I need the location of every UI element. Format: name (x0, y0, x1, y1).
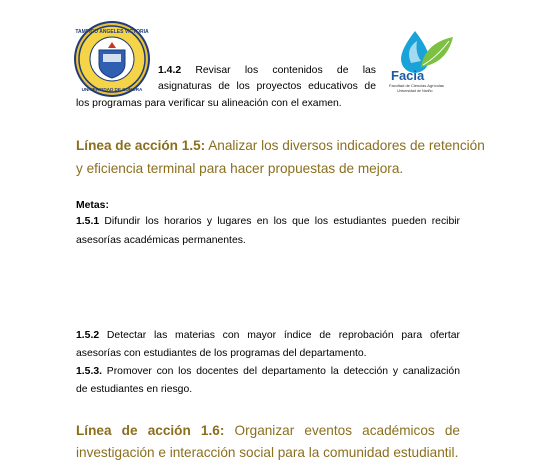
linea-15-label: Línea de acción 1.5: (76, 138, 206, 153)
item-153-number: 1.5.3. (76, 366, 102, 377)
item-152-text: Detectar las materias con mayor índice de reprobación para ofertar (106, 330, 460, 341)
linea-15-line1 (76, 134, 485, 157)
item-142-line3: los programas para verificar su alineación con el examen. (76, 98, 342, 109)
item-151-number: 1.5.1 (76, 216, 100, 227)
facia-logo (385, 23, 457, 97)
item-142-line1-text: Revisar los contenidos de las (195, 65, 377, 76)
linea-15-text: Analizar los diversos indicadores de retención (208, 138, 485, 153)
item-152-line2: asesorías con estudiantes de los programas del departamento. (76, 348, 367, 359)
item-151-line2: asesorías académicas permanentes. (76, 235, 246, 246)
metas-label: Metas: (76, 200, 109, 211)
seal-bottom-text: UNIVERSIDAD DE SONORA (81, 87, 143, 92)
linea-15-line2: y eficiencia terminal para hacer propuestas de mejora. (76, 161, 404, 176)
facia-subtitle-1: Facultad de Ciencias Agrícolas (389, 83, 444, 88)
item-153-text: Promover con los docentes del departamento la detección y canalización (106, 366, 460, 377)
item-153-line1 (76, 364, 460, 379)
item-152-line1 (76, 328, 460, 343)
item-152-number: 1.5.2 (76, 330, 100, 341)
item-142-line1 (158, 63, 376, 78)
university-seal-logo (73, 20, 151, 98)
linea-16-line1 (76, 419, 460, 442)
item-151-text: Difundir los horarios y lugares en los que los estudiantes pueden recibir (104, 216, 460, 227)
seal-top-text: TAMPICO ANGELES VICTORIA (75, 29, 149, 35)
item-151-line1 (76, 214, 460, 229)
facia-brand-text: Facia (391, 68, 425, 83)
linea-16-label: Línea de acción 1.6: (76, 423, 225, 438)
facia-subtitle-2: Universidad de Nariño (397, 89, 433, 93)
item-142-line2: asignaturas de los proyectos educativos de (158, 81, 376, 92)
linea-16-text: Organizar eventos académicos de (234, 423, 460, 438)
item-153-line2: de estudiantes en riesgo. (76, 384, 193, 395)
item-142-number: 1.4.2 (158, 65, 182, 76)
linea-16-line2: investigación e interacción social para la comunidad estudiantil. (76, 445, 459, 460)
